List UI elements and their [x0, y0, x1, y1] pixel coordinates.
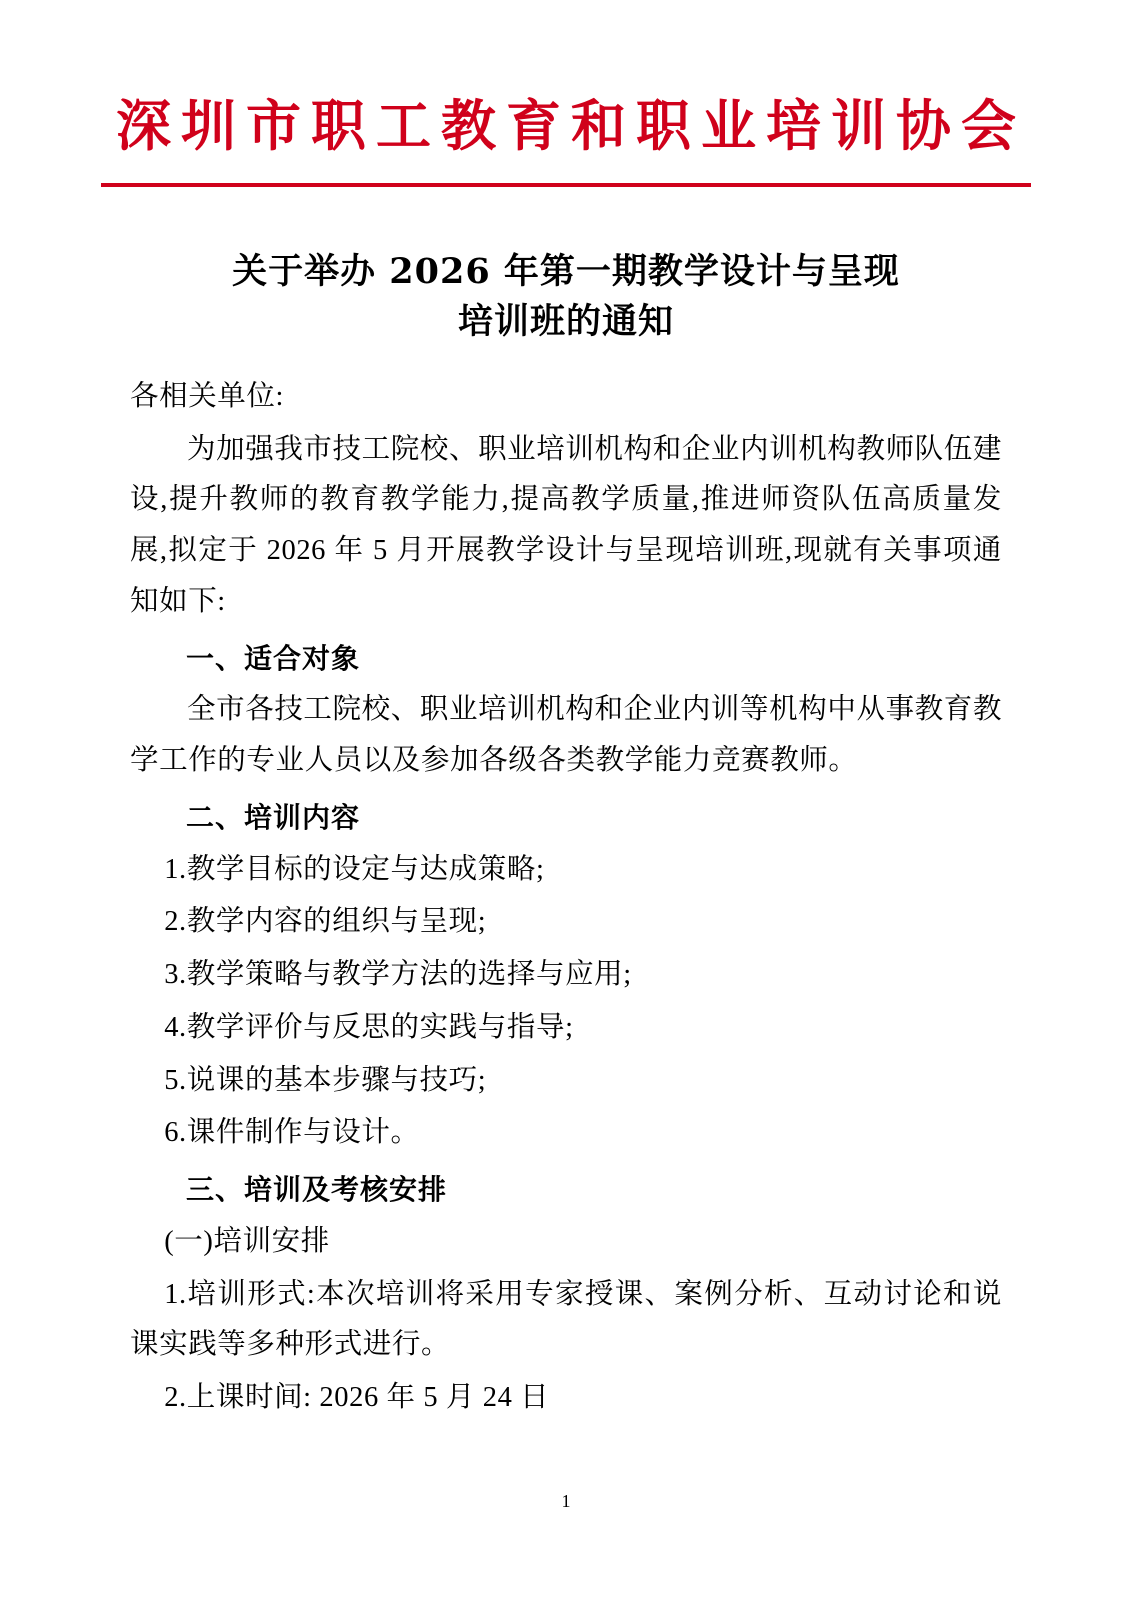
letterhead-divider	[101, 183, 1031, 187]
list-item: 2.教学内容的组织与呈现;	[164, 906, 487, 938]
list-item: 5.说课的基本步骤与技巧;	[164, 1064, 487, 1096]
page-title-line-1: 关于举办 2026 年第一期教学设计与呈现	[232, 250, 900, 292]
page-number: 1	[561, 1491, 571, 1511]
letterhead-organization: 深圳市职工教育和职业培训协会	[115, 93, 1026, 158]
section-3-subheading: (一)培训安排	[164, 1225, 330, 1257]
salutation: 各相关单位:	[130, 381, 285, 412]
list-item: 4.教学评价与反思的实践与指导;	[164, 1011, 574, 1043]
section-heading-3: 三、培训及考核安排	[186, 1173, 448, 1206]
intro-paragraph: 为加强我市技工院校、职业培训机构和企业内训机构教师队伍建设,提升教师的教育教学能力,提高教学质量,推进师资队伍高质量发展,拟定于 2026 年 5 月开展教学设计与呈现培训班,现就有关事项通知如下:	[130, 433, 1002, 617]
page-title-line-2: 培训班的通知	[457, 301, 674, 343]
section-1-paragraph-1: 全市各技工院校、职业培训机构和企业内训等机构中从事教育教学工作的专业人员以及参加各级各类教学能力竞赛教师。	[130, 694, 1002, 777]
section-heading-2: 二、培训内容	[186, 800, 361, 834]
page-title	[0, 247, 1132, 349]
list-item: 1.教学目标的设定与达成策略;	[164, 853, 545, 885]
list-item: 2.上课时间: 2026 年 5 月 24 日	[164, 1381, 550, 1413]
section-3-paragraph-1: 1.培训形式:本次培训将采用专家授课、案例分析、互动讨论和说课实践等多种形式进行。	[130, 1278, 1002, 1361]
section-heading-1: 一、适合对象	[186, 641, 361, 675]
letterhead	[0, 0, 1132, 187]
list-item: 3.教学策略与教学方法的选择与应用;	[164, 959, 632, 991]
document-body	[130, 372, 1002, 1424]
list-item: 6.课件制作与设计。	[164, 1117, 420, 1149]
